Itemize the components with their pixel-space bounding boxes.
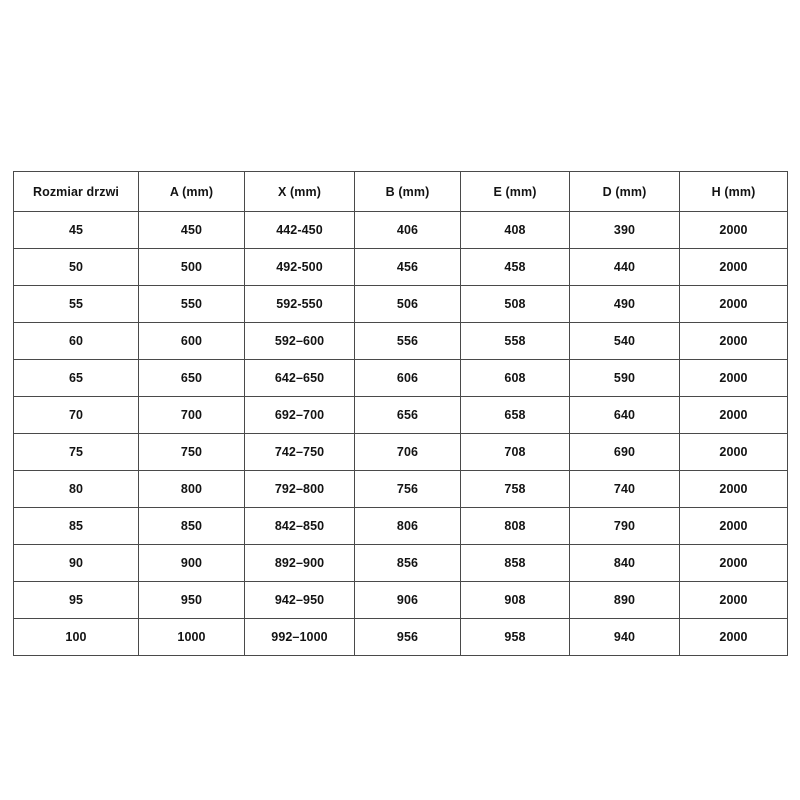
cell-h: 2000 xyxy=(680,508,788,545)
cell-d: 890 xyxy=(570,582,680,619)
table-row xyxy=(14,212,788,249)
cell-door-size: 75 xyxy=(14,434,139,471)
cell-d: 490 xyxy=(570,286,680,323)
cell-b: 856 xyxy=(355,545,461,582)
cell-d: 540 xyxy=(570,323,680,360)
table-row xyxy=(14,508,788,545)
cell-e: 458 xyxy=(461,249,570,286)
cell-d: 590 xyxy=(570,360,680,397)
table-row xyxy=(14,323,788,360)
cell-h: 2000 xyxy=(680,360,788,397)
cell-door-size: 80 xyxy=(14,471,139,508)
cell-a: 900 xyxy=(139,545,245,582)
cell-e: 708 xyxy=(461,434,570,471)
table-row xyxy=(14,286,788,323)
table-header-row xyxy=(14,172,788,212)
cell-door-size: 45 xyxy=(14,212,139,249)
spec-table-wrapper xyxy=(13,171,787,656)
cell-door-size: 55 xyxy=(14,286,139,323)
cell-a: 800 xyxy=(139,471,245,508)
column-header-e: E (mm) xyxy=(461,172,570,212)
cell-b: 656 xyxy=(355,397,461,434)
cell-h: 2000 xyxy=(680,249,788,286)
table-row xyxy=(14,545,788,582)
cell-b: 906 xyxy=(355,582,461,619)
column-header-h: H (mm) xyxy=(680,172,788,212)
cell-h: 2000 xyxy=(680,397,788,434)
cell-door-size: 100 xyxy=(14,619,139,656)
cell-a: 950 xyxy=(139,582,245,619)
cell-e: 608 xyxy=(461,360,570,397)
cell-x: 642–650 xyxy=(245,360,355,397)
cell-e: 558 xyxy=(461,323,570,360)
cell-e: 408 xyxy=(461,212,570,249)
cell-h: 2000 xyxy=(680,212,788,249)
cell-d: 790 xyxy=(570,508,680,545)
cell-d: 440 xyxy=(570,249,680,286)
cell-a: 450 xyxy=(139,212,245,249)
cell-b: 956 xyxy=(355,619,461,656)
table-row xyxy=(14,397,788,434)
cell-e: 958 xyxy=(461,619,570,656)
cell-a: 650 xyxy=(139,360,245,397)
cell-a: 750 xyxy=(139,434,245,471)
table-row xyxy=(14,619,788,656)
cell-e: 508 xyxy=(461,286,570,323)
cell-b: 756 xyxy=(355,471,461,508)
cell-a: 550 xyxy=(139,286,245,323)
cell-x: 692–700 xyxy=(245,397,355,434)
cell-h: 2000 xyxy=(680,434,788,471)
cell-a: 850 xyxy=(139,508,245,545)
column-header-x: X (mm) xyxy=(245,172,355,212)
cell-h: 2000 xyxy=(680,619,788,656)
cell-x: 842–850 xyxy=(245,508,355,545)
cell-h: 2000 xyxy=(680,323,788,360)
cell-e: 858 xyxy=(461,545,570,582)
cell-x: 892–900 xyxy=(245,545,355,582)
cell-x: 942–950 xyxy=(245,582,355,619)
cell-d: 690 xyxy=(570,434,680,471)
cell-x: 992–1000 xyxy=(245,619,355,656)
cell-door-size: 65 xyxy=(14,360,139,397)
cell-x: 792–800 xyxy=(245,471,355,508)
column-header-a: A (mm) xyxy=(139,172,245,212)
cell-e: 908 xyxy=(461,582,570,619)
door-size-spec-table xyxy=(13,171,788,656)
column-header-b: B (mm) xyxy=(355,172,461,212)
cell-a: 1000 xyxy=(139,619,245,656)
cell-h: 2000 xyxy=(680,545,788,582)
cell-h: 2000 xyxy=(680,582,788,619)
cell-door-size: 70 xyxy=(14,397,139,434)
cell-h: 2000 xyxy=(680,471,788,508)
cell-x: 592-550 xyxy=(245,286,355,323)
cell-d: 640 xyxy=(570,397,680,434)
table-row xyxy=(14,249,788,286)
cell-a: 600 xyxy=(139,323,245,360)
cell-b: 406 xyxy=(355,212,461,249)
table-row xyxy=(14,582,788,619)
cell-d: 740 xyxy=(570,471,680,508)
cell-door-size: 60 xyxy=(14,323,139,360)
table-row xyxy=(14,360,788,397)
cell-d: 390 xyxy=(570,212,680,249)
table-row xyxy=(14,471,788,508)
cell-x: 742–750 xyxy=(245,434,355,471)
cell-x: 592–600 xyxy=(245,323,355,360)
cell-h: 2000 xyxy=(680,286,788,323)
cell-b: 606 xyxy=(355,360,461,397)
cell-b: 706 xyxy=(355,434,461,471)
cell-door-size: 85 xyxy=(14,508,139,545)
table-row xyxy=(14,434,788,471)
cell-a: 700 xyxy=(139,397,245,434)
cell-e: 658 xyxy=(461,397,570,434)
cell-door-size: 95 xyxy=(14,582,139,619)
cell-door-size: 90 xyxy=(14,545,139,582)
cell-d: 840 xyxy=(570,545,680,582)
cell-b: 806 xyxy=(355,508,461,545)
column-header-d: D (mm) xyxy=(570,172,680,212)
cell-e: 758 xyxy=(461,471,570,508)
column-header-door-size: Rozmiar drzwi xyxy=(14,172,139,212)
table-body xyxy=(14,212,788,656)
cell-door-size: 50 xyxy=(14,249,139,286)
cell-e: 808 xyxy=(461,508,570,545)
cell-d: 940 xyxy=(570,619,680,656)
cell-x: 442-450 xyxy=(245,212,355,249)
cell-x: 492-500 xyxy=(245,249,355,286)
cell-a: 500 xyxy=(139,249,245,286)
cell-b: 556 xyxy=(355,323,461,360)
cell-b: 456 xyxy=(355,249,461,286)
cell-b: 506 xyxy=(355,286,461,323)
